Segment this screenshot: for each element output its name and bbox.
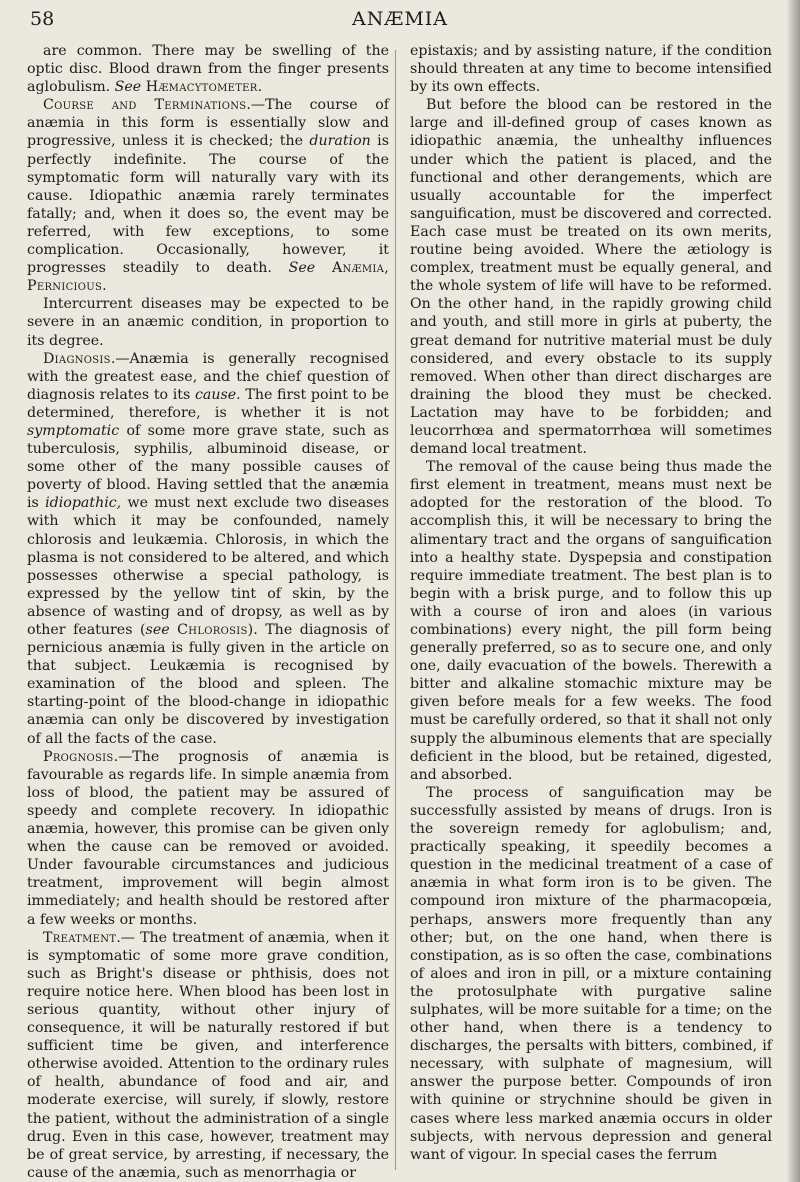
section-heading: Diagnosis (43, 350, 111, 367)
paragraph: Diagnosis.—Anæmia is generally recognised with the greatest ease, and the chief question of diagnosis relates to its cause. The first point to be determined, therefore, is whether it is not symptomatic of some more grave state, such as tuberculosis, syphilis, albuminoid disease, or some other of the many possible causes of poverty of blood. Having settled that the anæmia is idiopathic, we must next exclude two diseases with which it may be confounded, namely chlorosis and leukæmia. Chlorosis, in which the plasma is not considered to be altered, and which possesses otherwise a special pathology, is expressed by the yellow tint of skin, by the absence of wasting and of dropsy, as well as by other features (see Chlorosis). The diagnosis of pernicious anæmia is fully given in the article on that subject. Leukæmia is recognised by examination of the blood and spleen. The starting-point of the blood-change in idiopathic anæmia can only be discovered by investigation of all the facts of the case. (27, 350, 389, 747)
paragraph: Intercurrent diseases may be expected to be severe in an anæmic condition, in proportion to its degree. (27, 296, 389, 349)
right-column (410, 42, 772, 1172)
page-edge-shadow (786, 0, 800, 1182)
paragraph: Treatment.— The treatment of anæmia, when it is symptomatic of some more grave condition, such as Bright's disease or phthisis, does not require notice here. When blood has been lost in serious quantity, without other injury of consequence, it will be naturally restored if but sufficient time be given, and interference otherwise avoided. Attention to the ordinary rules of health, abundance of food and air, and moderate exercise, will surely, if slowly, restore the patient, without the administration of a single drug. Even in this case, however, treatment may be of great service, by arresting, if necessary, the cause of the anæmia, such as menorrhagia or (27, 929, 389, 1181)
paragraph: are common. There may be swelling of the optic disc. Blood drawn from the finger presents aglobulism. See Hæmacytometer. (27, 43, 389, 96)
column-divider (395, 50, 396, 1170)
paragraph: epistaxis; and by assisting nature, if the condition should threaten at any time to become intensified by its own effects. (410, 43, 772, 96)
left-column (27, 42, 390, 1181)
cross-reference: Chlorosis (177, 622, 248, 638)
section-heading: Prognosis (43, 748, 114, 765)
paragraph: But before the blood can be restored in the large and ill-defined group of cases known as idiopathic anæmia, the unhealthy influences under which the patient is placed, and the functional and other derangements, which are usually accountable for the imperfect sanguification, must be discovered and corrected. Each case must be treated on its own merits, routine being avoided. Where the ætiology is complex, treatment must be equally general, and the whole system of life will have to be reformed. On the other hand, in the rapidly growing child and youth, and still more in girls at puberty, the great demand for nutritive material must be duly considered, and every obstacle to its supply removed. When other than direct discharges are draining the blood they must be checked. Lactation may have to be forbidden; and leucorrhœa and spermatorrhœa will sometimes demand local treatment. (410, 97, 772, 458)
section-heading: Treatment (43, 929, 117, 946)
page-number: 58 (30, 8, 55, 30)
section-heading: Course and Terminations (43, 97, 247, 114)
paragraph: The removal of the cause being thus made the first element in treatment, means must next be adopted for the restoration of the blood. To accomplish this, it will be necessary to bring the alimentary tract and the organs of sanguification into a healthy state. Dyspepsia and constipation require immediate treatment. The best plan is to begin with a brisk purge, and to follow this up with a course of iron and aloes (in various combinations) every night, the pill form being generally preferred, so as to secure one, and only one, daily evacuation of the bowels. Therewith a bitter and alkaline stomachic mixture may be given before meals for a few weeks. The food must be carefully ordered, so that it shall not only supply the albuminous elements that are specially deficient in the blood, but be retained, digested, and absorbed. (410, 459, 772, 783)
cross-reference: Anæmia, Pernicious (27, 260, 390, 295)
running-title: ANÆMIA (351, 8, 449, 30)
cross-reference: Hæmacytometer (145, 79, 258, 96)
paragraph: Course and Terminations.—The course of anæmia in this form is essentially slow and progressive, unless it is checked; the duration is perfectly indefinite. The course of the symptomatic form will naturally vary with its cause. Idiopathic anæmia rarely terminates fatally; and, when it does so, the event may be referred, with few exceptions, to some complication. Occasionally, however, it progresses steadily to death. See Anæmia, Pernicious. (27, 97, 390, 295)
paragraph: Prognosis.—The prognosis of anæmia is favourable as regards life. In simple anæmia from loss of blood, the patient may be assured of speedy and complete recovery. In idiopathic anæmia, however, this promise can be given only when the cause can be removed or avoided. Under favourable circumstances and judicious treatment, improvement will begin almost immediately; and health should be restored after a few weeks or months. (27, 748, 389, 928)
paragraph: The process of sanguification may be successfully assisted by means of drugs. Iron is the sovereign remedy for aglobulism; and, practically speaking, it speedily becomes a question in the medicinal treatment of a case of anæmia in what form iron is to be given. The compound iron mixture of the pharmacopœia, perhaps, answers more frequently than any other; but, on the one hand, when there is constipation, as is so often the case, combinations of aloes and iron in pill, or a mixture containing the protosulphate with purgative saline sulphates, will be more suitable for a time; on the other hand, when there is a tendency to discharges, the persalts with bitters, combined, if necessary, with sulphate of magnesium, will answer the purpose better. Compounds of iron with quinine or strychnine should be given in cases where less marked anæmia occurs in older subjects, with nervous depression and general want of vigour. In special cases the ferrum (410, 784, 772, 1163)
